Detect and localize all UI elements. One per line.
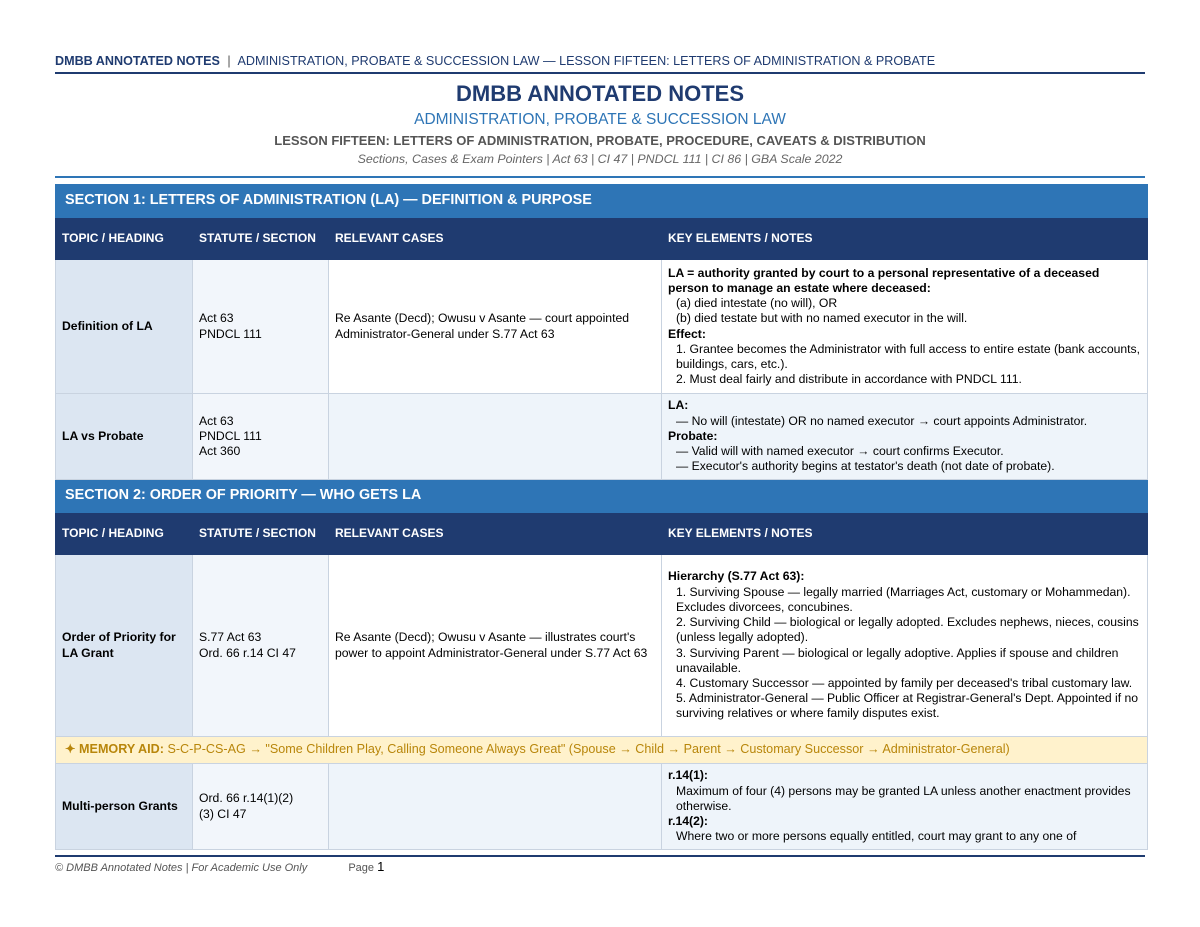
statute-item: Ord. 66 r.14(1)(2) [199, 791, 294, 806]
statute-cell [193, 260, 329, 394]
notes-item: — Valid will with named executor → court confirms Executor. [676, 444, 1004, 459]
column-header-notes: KEY ELEMENTS / NOTES [662, 218, 1148, 260]
running-header-separator: | [227, 54, 231, 68]
statute-cell [193, 555, 329, 737]
notes-cell [662, 394, 1148, 480]
notes-item: 5. Administrator-General — Public Officer at Registrar-General's Dept. Appointed if no surviving relatives or where family disputes exist. [676, 691, 1139, 721]
section-1-title: SECTION 1: LETTERS OF ADMINISTRATION (LA) — DEFINITION & PURPOSE [56, 185, 1148, 218]
notes-label: Probate: [668, 428, 718, 443]
topic-cell: Order of Priority for LA Grant [56, 555, 193, 737]
memory-aid-row [56, 737, 1148, 764]
statute-cell [193, 394, 329, 480]
title-rule [55, 176, 1145, 178]
header-rule [55, 72, 1145, 74]
notes-cell [662, 260, 1148, 394]
column-header-statute: STATUTE / SECTION [193, 218, 329, 260]
statute-item: S.77 Act 63 [199, 630, 262, 645]
reference-line: Sections, Cases & Exam Pointers | Act 63 | CI 47 | PNDCL 111 | CI 86 | GBA Scale 2022 [357, 152, 843, 166]
notes-label: Hierarchy (S.77 Act 63): [668, 569, 805, 584]
memory-aid [56, 737, 1148, 764]
notes-cell [662, 764, 1148, 850]
statute-item: Act 63 [199, 311, 234, 326]
notes-item: 1. Surviving Spouse — legally married (Marriages Act, customary or Mohammedan). Excludes divorcees, concubines. [676, 584, 1131, 614]
statute-item: PNDCL 111 [199, 326, 262, 341]
statute-item: PNDCL 111 [199, 428, 262, 443]
table-row-la-vs-probate [56, 394, 1148, 480]
document-title: DMBB ANNOTATED NOTES [455, 81, 745, 106]
column-header-cases: RELEVANT CASES [329, 218, 662, 260]
table-row-definition-of-la [56, 260, 1148, 394]
cases-cell [329, 394, 662, 480]
table-row-order-of-priority [56, 555, 1148, 737]
section-1-heading [56, 185, 1148, 218]
footer-page-label: Page [348, 862, 375, 874]
notes-lead: LA = authority granted by court to a personal representative of a deceased person to manage an estate where deceased: [668, 265, 1100, 295]
notes-table [55, 184, 1148, 850]
memory-aid-text: S-C-P-CS-AG → "Some Children Play, Calling Someone Always Great" (Spouse → Child → Parent → Customary Successor → Administrator-General) [167, 742, 1010, 757]
cases-cell: Re Asante (Decd); Owusu v Asante — illustrates court's power to appoint Administrator-General under S.77 Act 63 [329, 555, 662, 737]
topic-cell: Multi-person Grants [56, 764, 193, 850]
column-header-cases: RELEVANT CASES [329, 513, 662, 555]
footer-page-number: 1 [377, 859, 385, 874]
column-header-notes: KEY ELEMENTS / NOTES [662, 513, 1148, 555]
title-block [55, 80, 1145, 169]
statute-item: Act 63 [199, 413, 234, 428]
running-header [55, 54, 1145, 68]
statute-item: (3) CI 47 [199, 806, 247, 821]
notes-label: r.14(1): [668, 768, 708, 783]
statute-item: Ord. 66 r.14 CI 47 [199, 645, 296, 660]
memory-aid-label: ✦ MEMORY AID: [65, 742, 164, 757]
column-header-topic: TOPIC / HEADING [56, 218, 193, 260]
notes-item: Where two or more persons equally entitled, court may grant to any one of [676, 829, 1077, 844]
running-header-subject: ADMINISTRATION, PROBATE & SUCCESSION LAW — LESSON FIFTEEN: LETTERS OF ADMINISTRATION & PROBATE [237, 54, 936, 68]
notes-item: Maximum of four (4) persons may be granted LA unless another enactment provides otherwise. [676, 783, 1131, 813]
document-subtitle: ADMINISTRATION, PROBATE & SUCCESSION LAW [414, 111, 786, 128]
table-row-multi-person-grants [56, 764, 1148, 850]
topic-cell: LA vs Probate [56, 394, 193, 480]
notes-item: 3. Surviving Parent — biological or legally adoptive. Applies if spouse and children unavailable. [676, 645, 1119, 675]
notes-label: r.14(2): [668, 814, 708, 829]
notes-item: — No will (intestate) OR no named executor → court appoints Administrator. [676, 413, 1088, 428]
statute-cell [193, 764, 329, 850]
notes-cell [662, 555, 1148, 737]
footer-rule [55, 855, 1145, 857]
column-header-row [56, 513, 1148, 555]
column-header-topic: TOPIC / HEADING [56, 513, 193, 555]
topic-cell: Definition of LA [56, 260, 193, 394]
notes-label: LA: [668, 398, 689, 413]
cases-cell [329, 764, 662, 850]
notes-item: 2. Surviving Child — biological or legally adopted. Excludes nephews, nieces, cousins (unless legally adopted). [676, 615, 1139, 645]
notes-item: — Executor's authority begins at testator's death (not date of probate). [676, 459, 1055, 474]
running-header-brand: DMBB ANNOTATED NOTES [55, 54, 220, 68]
statute-item: Act 360 [199, 444, 241, 459]
section-2-heading [56, 480, 1148, 513]
notes-item: (b) died testate but with no named executor in the will. [676, 311, 968, 326]
footer-copyright: © DMBB Annotated Notes | For Academic Use Only [55, 862, 308, 874]
column-header-row [56, 218, 1148, 260]
section-2-title: SECTION 2: ORDER OF PRIORITY — WHO GETS LA [56, 480, 1148, 513]
notes-item: 1. Grantee becomes the Administrator with full access to entire estate (bank accounts, buildings, cars, etc.). [676, 341, 1141, 371]
lesson-heading: LESSON FIFTEEN: LETTERS OF ADMINISTRATION, PROBATE, PROCEDURE, CAVEATS & DISTRIBUTION [274, 133, 926, 148]
notes-item: (a) died intestate (no will), OR [676, 296, 838, 311]
notes-label: Effect: [668, 326, 706, 341]
notes-item: 4. Customary Successor — appointed by family per deceased's tribal customary law. [676, 675, 1133, 690]
cases-cell: Re Asante (Decd); Owusu v Asante — court appointed Administrator-General under S.77 Act 63 [329, 260, 662, 394]
page-footer [55, 859, 384, 874]
notes-item: 2. Must deal fairly and distribute in accordance with PNDCL 111. [676, 372, 1022, 387]
column-header-statute: STATUTE / SECTION [193, 513, 329, 555]
